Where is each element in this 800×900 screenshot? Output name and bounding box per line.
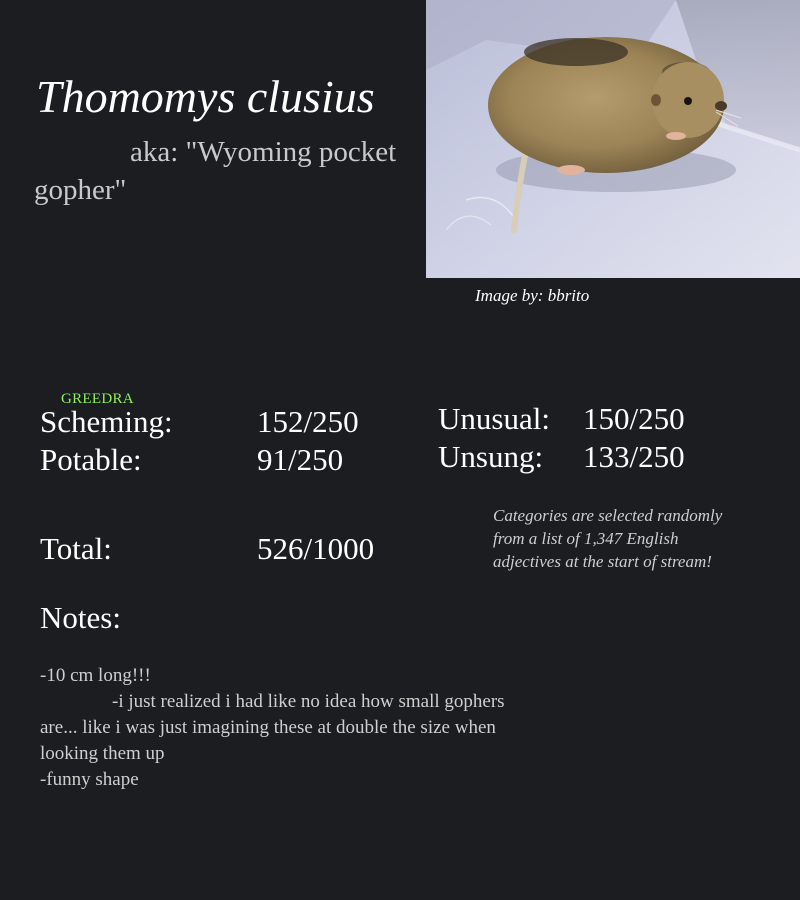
species-name: Thomomys clusius xyxy=(36,71,375,122)
stat-label-unsung: Unsung: xyxy=(438,439,544,474)
note-line: -i just realized i had like no idea how small gophers are... like i was just imagining these at double the size when looking them up xyxy=(40,691,505,764)
stat-label-unusual: Unusual: xyxy=(438,401,550,436)
stat-value-unsung: 133/250 xyxy=(583,439,685,474)
common-name: aka: "Wyoming pocket gopher" xyxy=(34,136,397,206)
streamer-tag: GREEDRA xyxy=(61,391,134,407)
stat-value-unusual: 150/250 xyxy=(583,401,685,436)
stat-label-scheming: Scheming: xyxy=(40,404,173,439)
notes-body xyxy=(40,663,510,793)
notes-heading: Notes: xyxy=(40,600,121,635)
stat-label-potable: Potable: xyxy=(40,442,142,477)
note-line: -funny shape xyxy=(40,769,139,790)
image-credit: Image by: bbrito xyxy=(475,286,590,305)
note-line: -10 cm long!!! xyxy=(40,665,151,686)
stat-value-potable: 91/250 xyxy=(257,442,344,477)
total-label: Total: xyxy=(40,531,112,566)
gopher-photo xyxy=(426,0,800,278)
stat-value-scheming: 152/250 xyxy=(257,404,359,439)
categories-note: Categories are selected randomly from a list of 1,347 English adjectives at the start of stream! xyxy=(493,506,723,571)
total-value: 526/1000 xyxy=(257,531,375,566)
